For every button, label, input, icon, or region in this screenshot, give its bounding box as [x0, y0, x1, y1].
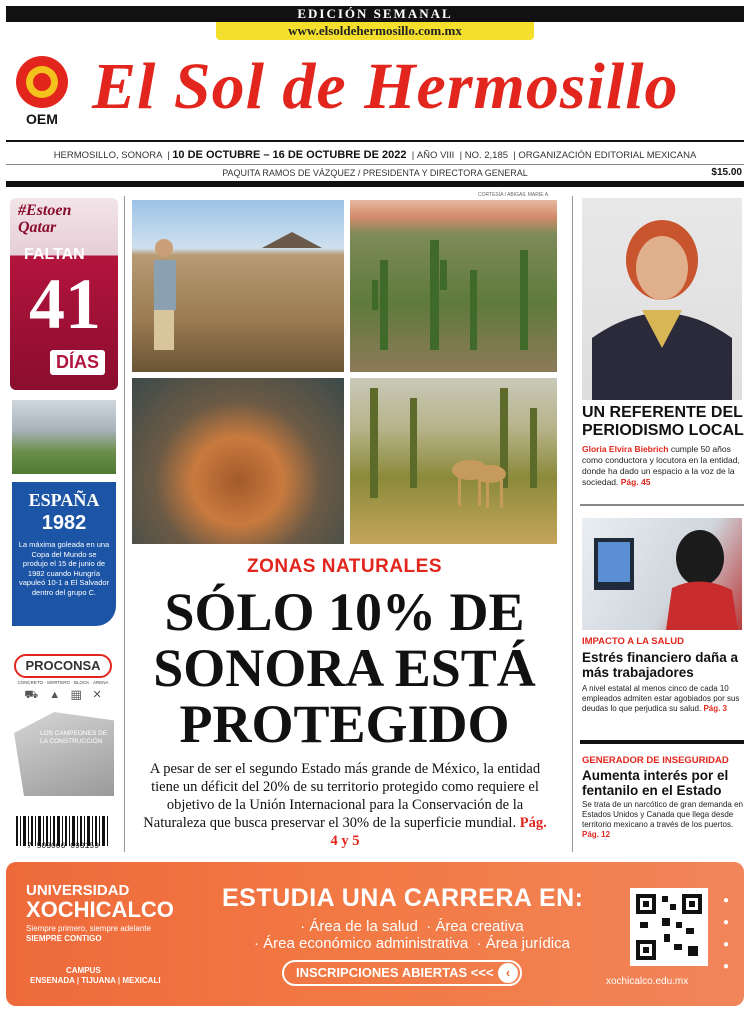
story3-text: Se trata de un narcótico de gran demanda en Estados Unidos y Canada que llega desde territorio mexicano a través de los puertos. [582, 800, 743, 829]
issue-org: ORGANIZACIÓN EDITORIAL MEXICANA [518, 150, 697, 161]
enroll-button[interactable] [282, 960, 522, 986]
divider [6, 164, 744, 165]
hashtag-line: Qatar [18, 219, 57, 236]
masthead-title: El Sol de Hermosillo [92, 50, 679, 123]
story2-headline[interactable]: Estrés financiero daña a más trabajadores [582, 650, 739, 680]
lede-text: A pesar de ser el segundo Estado más grande de México, la entidad tiene un déficit del 20% de su territorio protegido como requiere el objetivo de la Unión Internacional para la Conservación de la Naturaleza que busca preservar el 30% de la superficie mundial. [143, 761, 541, 831]
pronghorn-illustration [350, 378, 557, 544]
worker-illustration [582, 518, 742, 630]
twitter-icon[interactable]: ● [722, 961, 730, 972]
story3-page-ref[interactable]: Pág. 12 [582, 830, 611, 839]
facebook-icon[interactable]: ● [722, 895, 730, 906]
photo-pinacate-hiker[interactable] [132, 200, 344, 372]
photo-pronghorn[interactable] [350, 378, 557, 544]
issue-number: NO. 2,185 [464, 150, 509, 161]
site-url[interactable]: www.elsoldehermosillo.com.mx [216, 22, 534, 40]
divider [580, 504, 744, 506]
ad-area: · Área creativa [426, 918, 524, 935]
photo-crater[interactable] [132, 378, 344, 544]
countdown-days: DÍAS [50, 350, 105, 375]
story2-kicker: IMPACTO A LA SALUD [582, 636, 685, 647]
ad-campus-label: CAMPUS [66, 966, 101, 975]
story1-headline[interactable]: UN REFERENTE DEL PERIODISMO LOCAL [582, 404, 744, 439]
story1-body [582, 444, 744, 488]
column-divider [124, 196, 125, 852]
story3-headline[interactable]: Aumenta interés por el fentanilo en el Estado [582, 768, 729, 798]
instagram-icon[interactable]: ● [722, 917, 730, 928]
ad-area: · Área económico administrativa [254, 935, 469, 952]
espana-box[interactable] [12, 482, 116, 626]
hashtag-line: #Estoen [18, 202, 72, 219]
soccer-photo[interactable] [12, 400, 116, 474]
ad-slogan [26, 924, 176, 944]
story2-page-ref[interactable]: Pág. 3 [703, 704, 728, 713]
photo-worker-stress[interactable] [582, 518, 742, 630]
main-kicker: ZONAS NATURALES [246, 556, 443, 577]
countdown-label: FALTAN [24, 246, 85, 263]
countdown-hashtag [18, 202, 71, 236]
arrow-left-icon: ‹ [498, 963, 518, 983]
edition-banner: EDICIÓN SEMANAL [6, 6, 744, 22]
construction-icons: ⛟ ▲ ▦ ✕ [24, 689, 106, 701]
qatar-countdown[interactable] [10, 198, 118, 390]
sun-logo-icon [12, 52, 74, 128]
ad-slogan-line: Siempre primero, siempre adelante [26, 924, 151, 933]
enroll-button-label: INSCRIPCIONES ABIERTAS <<< [296, 965, 494, 980]
espana-year: 1982 [41, 512, 87, 534]
social-icons [718, 890, 734, 978]
divider-thick [580, 740, 744, 744]
barcode-number: 7 503006 093159 [26, 842, 99, 851]
issue-dates: 10 DE OCTUBRE – 16 DE OCTUBRE DE 2022 [172, 149, 407, 161]
campeones-text: LOS CAMPEONES DE LA CONSTRUCCIÓN [40, 730, 108, 745]
ad-campus-list: ENSENADA | TIJUANA | MEXICALI [30, 976, 161, 985]
photo-credit: CORTESÍA / ABIGAIL MARIE A. [478, 192, 550, 198]
portrait-illustration [582, 198, 742, 400]
story1-name: Gloria Elvira Biebrich [582, 444, 669, 454]
story2-body [582, 684, 744, 714]
column-divider [572, 196, 573, 852]
ad-university-line: UNIVERSIDAD [26, 882, 130, 899]
qr-code-icon[interactable] [630, 888, 708, 966]
story1-page-ref[interactable]: Pág. 45 [620, 477, 651, 487]
main-lede [140, 760, 550, 850]
lede-page-ref[interactable]: Pág. 4 y 5 [330, 815, 547, 849]
proconsa-subtitle: CONCRETO · MORTERO · BLOCK · ARENA [17, 680, 109, 685]
headline-line: PROTEGIDO [179, 694, 510, 754]
youtube-icon[interactable]: ● [722, 939, 730, 950]
espana-title: ESPAÑA [28, 490, 100, 510]
logo-text: OEM [26, 111, 58, 127]
portrait-gloria[interactable] [582, 198, 742, 400]
divider [6, 140, 744, 142]
story1-text: cumple 50 años como conductora y locutora en la entidad, donde ha dado un espacio a la voz de la sociedad. [582, 444, 740, 487]
ad-university-name: XOCHICALCO [26, 897, 174, 922]
countdown-number: 41 [29, 264, 101, 344]
issue-info: HERMOSILLO, SONORA | 10 DE OCTUBRE – 16 DE OCTUBRE DE 2022 | AÑO VIII | NO. 2,185 | ORGANIZACIÓN EDITORIAL MEXICANA [53, 149, 697, 161]
issue-place: HERMOSILLO, SONORA [53, 150, 162, 161]
proconsa-logo[interactable]: PROCONSA [14, 654, 112, 678]
cacti-illustration [350, 200, 557, 372]
headline-line: SONORA ESTÁ [153, 638, 536, 698]
ad-area: · Área jurídica [476, 935, 570, 952]
story3-body [582, 800, 744, 840]
divider-thick [6, 181, 744, 187]
headline-line: SÓLO 10% DE [164, 582, 525, 642]
ad-slogan-line: SIEMPRE CONTIGO [26, 934, 102, 943]
director-line: PAQUITA RAMOS DE VÁZQUEZ / PRESIDENTA Y DIRECTORA GENERAL [222, 168, 528, 178]
main-headline[interactable] [132, 584, 557, 752]
ad-areas [232, 918, 592, 952]
ad-area: · Área de la salud [300, 918, 418, 935]
desert-hiker-illustration [132, 200, 344, 372]
espana-text: La máxima goleada en una Copa del Mundo se produjo el 15 de junio de 1982 cuando Hungría vapuleó 10-1 a El Salvador dentro del grupo C. [18, 540, 110, 597]
xochicalco-ad[interactable] [6, 862, 744, 1006]
story2-text: A nivel estatal al menos cinco de cada 10 empleados admiten estar agobiados por sus deudas lo que perjudica su salud. [582, 684, 740, 713]
issue-year: AÑO VIII [416, 150, 455, 161]
price: $15.00 [711, 167, 742, 178]
trowel-graphic [14, 712, 114, 796]
oem-logo [12, 52, 74, 128]
ad-title: ESTUDIA UNA CARRERA EN: [222, 884, 584, 912]
photo-cacti-desert[interactable] [350, 200, 557, 372]
story3-kicker: GENERADOR DE INSEGURIDAD [582, 755, 729, 766]
ad-url[interactable]: xochicalco.edu.mx [606, 976, 689, 987]
